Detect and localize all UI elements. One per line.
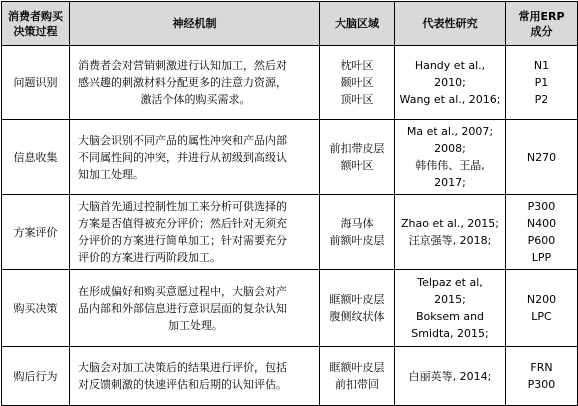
stage-cell: 方案评价 — [2, 195, 70, 270]
table-row — [2, 270, 578, 347]
table-row — [2, 347, 578, 406]
header-study: 代表性研究 — [395, 2, 506, 46]
neural-mechanism-table — [1, 1, 578, 406]
region-cell: 眶额叶皮层 前扣带回 — [320, 347, 395, 406]
study-cell: Ma et al., 2007; 2008; 韩伟伟、王晶, 2017; — [395, 120, 506, 195]
header-region: 大脑区域 — [320, 2, 395, 46]
region-cell: 海马体 前额叶皮层 — [320, 195, 395, 270]
stage-cell: 问题识别 — [2, 46, 70, 120]
header-erp: 常用ERP 成分 — [506, 2, 578, 46]
table-row — [2, 195, 578, 270]
region-cell: 枕叶区 颞叶区 顶叶区 — [320, 46, 395, 120]
mechanism-cell: 大脑会对加工决策后的结果进行评价，包括 对反馈刺激的快速评估和后期的认知评估。 — [70, 347, 320, 406]
stage-cell: 信息收集 — [2, 120, 70, 195]
region-cell: 前扣带皮层 额叶区 — [320, 120, 395, 195]
region-cell: 眶额叶皮层 腹侧纹状体 — [320, 270, 395, 347]
erp-cell: N200 LPC — [506, 270, 578, 347]
mechanism-cell: 大脑首先通过控制性加工来分析可供选择的 方案是否值得被充分评价；然后针对无须充 分评价的方案进行简单加工；针对需要充分 评价的方案进行两阶段加工。 — [70, 195, 320, 270]
table-row — [2, 46, 578, 120]
header-mechanism: 神经机制 — [70, 2, 320, 46]
study-cell: Telpaz et al, 2015; Boksem and Smidta, 2015; — [395, 270, 506, 347]
table-row — [2, 120, 578, 195]
mechanism-cell: 消费者会对营销刺激进行认知加工，然后对 感兴趣的刺激材料分配更多的注意力资源， 激活个体的购买需求。 — [70, 46, 320, 120]
study-cell: 白丽英等, 2014; — [395, 347, 506, 406]
study-cell: Handy et al., 2010; Wang et al., 2016; — [395, 46, 506, 120]
erp-cell: FRN P300 — [506, 347, 578, 406]
erp-cell: N1 P1 P2 — [506, 46, 578, 120]
mechanism-cell: 大脑会识别不同产品的属性冲突和产品内部 不同属性间的冲突，并进行从初级到高级认 知加工处理。 — [70, 120, 320, 195]
stage-cell: 购后行为 — [2, 347, 70, 406]
header-stage: 消费者购买 决策过程 — [2, 2, 70, 46]
stage-cell: 购买决策 — [2, 270, 70, 347]
table-header-row — [2, 2, 578, 46]
study-cell: Zhao et al., 2015; 汪京强等, 2018; — [395, 195, 506, 270]
mechanism-cell: 在形成偏好和购买意愿过程中，大脑会对产 品内部和外部信息进行意识层面的复杂认知 加工处理。 — [70, 270, 320, 347]
erp-cell: N270 — [506, 120, 578, 195]
erp-cell: P300 N400 P600 LPP — [506, 195, 578, 270]
